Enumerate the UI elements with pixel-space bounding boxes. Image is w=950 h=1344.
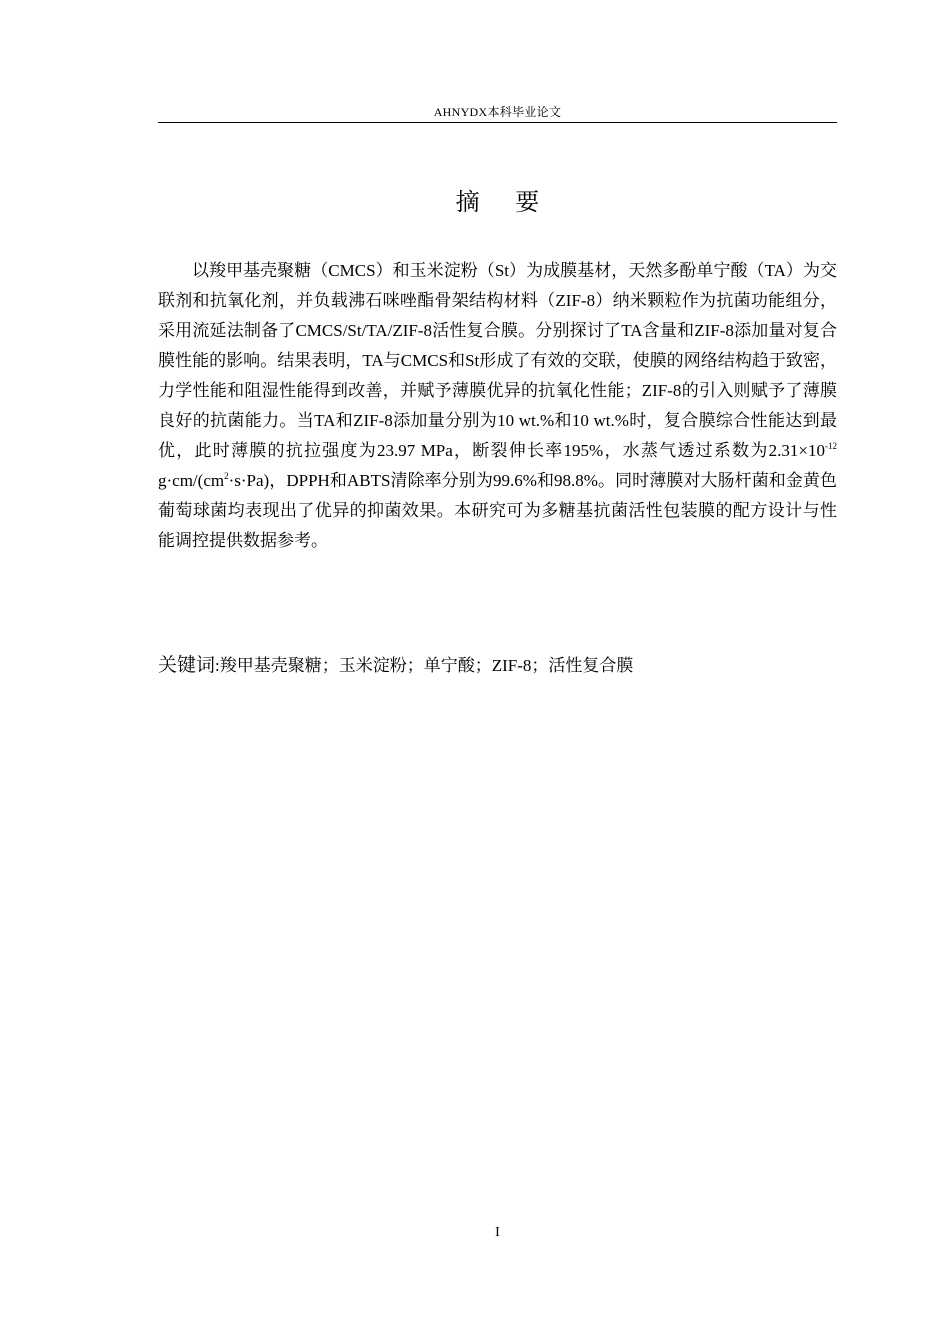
running-header: AHNYDX本科毕业论文 [433,105,562,119]
keywords-separator: : [215,656,220,675]
keywords-text: 羧甲基壳聚糖；玉米淀粉；单宁酸；ZIF-8；活性复合膜 [219,656,634,675]
keywords-label: 关键词 [158,654,216,676]
keywords-line [158,650,837,681]
abstract-title: 摘 要 [455,188,554,216]
page-number: I [495,1225,500,1240]
abstract-text-part1: 以羧甲基壳聚糖（CMCS）和玉米淀粉（St）为成膜基材，天然多酚单宁酸（TA）为交联剂和抗氧化剂，并负载沸石咪唑酯骨架结构材料（ZIF-8）纳米颗粒作为抗菌功能组分，采用流延法制备了CMCS/St/TA/ZIF-8活性复合膜。分别探讨了TA含量和ZIF-8添加量对复合膜性能的影响。结果表明，TA与CMCS和St形成了有效的交联，使膜的网络结构趋于致密，力学性能和阻湿性能得到改善，并赋予薄膜优异的抗氧化性能；ZIF-8的引入则赋予了薄膜良好的抗菌能力。当TA和ZIF-8添加量分别为10 wt.%和10 wt.%时，复合膜综合性能达到最优，此时薄膜的抗拉强度为23.97 MPa，断裂伸长率195%，水蒸气透过系数为2.31×10 [158,261,837,460]
abstract-exponent-1: -12 [825,441,837,451]
abstract-text-part3: ·s·Pa)，DPPH和ABTS清除率分别为99.6%和98.8%。同时薄膜对大肠杆菌和金黄色葡萄球菌均表现出了优异的抑菌效果。本研究可为多糖基抗菌活性包装膜的配方设计与性能调控提供数据参考。 [158,471,837,550]
abstract-text-part2: g·cm/(cm [158,471,225,490]
abstract-exponent-2: 2 [224,471,229,481]
abstract-body [158,256,837,556]
header-rule [158,122,837,123]
